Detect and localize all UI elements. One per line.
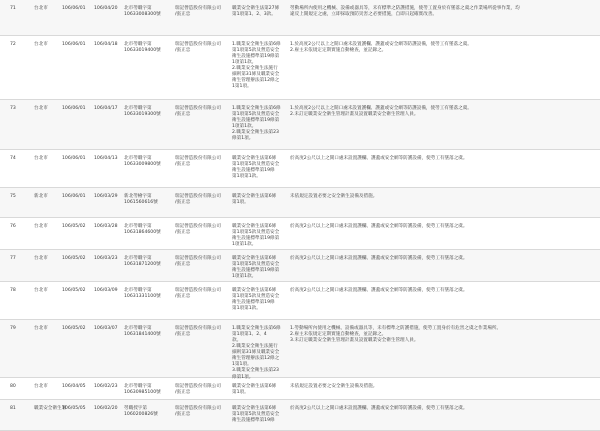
table-row — [0, 150, 600, 188]
company-name-line: /張正忠 — [175, 262, 191, 268]
company-name-line: 瑞記營造股份有限公司 — [175, 384, 221, 389]
violation-fact-line: 2.雇主未依規定定期實施自動檢查，並記錄之。 — [290, 48, 387, 54]
violated-law-line: 第1項第5款及營造安全 — [232, 262, 280, 268]
penalty-date-line: 106/03/29 — [94, 194, 118, 199]
row-number-line: 81 — [10, 406, 16, 411]
violated-law-line: 衛生設施標準第19條第 — [232, 268, 280, 274]
authority-area — [34, 100, 60, 112]
authority-area — [34, 218, 60, 230]
violated-law — [232, 0, 290, 18]
violated-law — [232, 282, 290, 312]
document-number — [124, 188, 172, 206]
authority-area-line: 台北市 — [34, 288, 48, 293]
company-name-line: /張正忠 — [175, 162, 191, 168]
document-number-line: 10630985100號 — [124, 390, 161, 396]
announce-date-line: 106/05/02 — [62, 288, 86, 293]
violated-law-line: 2.職業安全衛生法施行 — [232, 344, 278, 350]
row-number-line: 74 — [10, 156, 16, 161]
row-number-line: 79 — [10, 326, 16, 331]
penalty-date-line: 106/02/23 — [94, 384, 118, 389]
violation-fact — [290, 150, 594, 162]
penalty-date — [94, 150, 124, 162]
company-name — [175, 150, 232, 168]
announce-date — [62, 218, 92, 230]
violation-fact — [290, 282, 594, 294]
announce-date — [62, 250, 92, 262]
penalty-date-line: 106/03/23 — [94, 256, 118, 261]
violation-fact-line: 於高度2公尺以上之開口處未設置護欄、護蓋或安全網等防護設備，使勞工有墜落之虞。 — [290, 224, 468, 229]
document-number — [124, 400, 172, 418]
violation-fact-line: 於高度2公尺以上之開口處未設置護欄、護蓋或安全網等防護設備，使勞工有墜落之虞。 — [290, 256, 468, 261]
authority-area — [34, 150, 60, 162]
document-number-line: 1061560616號 — [124, 200, 158, 206]
document-number-line: 10633019300號 — [124, 112, 161, 118]
violation-fact — [290, 36, 594, 54]
document-number — [124, 150, 172, 168]
table-row — [0, 100, 600, 150]
company-name-line: 瑞記營造股份有限公司 — [175, 6, 221, 11]
company-name — [175, 100, 232, 118]
violated-law-line: 1.職業安全衛生法第6條 — [232, 106, 281, 111]
violation-fact — [290, 250, 594, 262]
violated-law-line: 職業安全衛生法第6條 — [232, 406, 277, 411]
authority-area — [34, 250, 60, 262]
authority-area-line: 台北市 — [34, 224, 48, 229]
row-number-line: 77 — [10, 256, 16, 261]
row-number — [10, 36, 28, 48]
announce-date-line: 106/06/01 — [62, 6, 86, 11]
penalty-date — [94, 0, 124, 12]
violated-law-line: 細則第31條及職業安全 — [232, 350, 280, 356]
violated-law-line: 1第1項。 — [232, 362, 252, 368]
violation-fact — [290, 320, 594, 344]
company-name-line: /張正忠 — [175, 390, 191, 396]
authority-area-line: 台北市 — [34, 256, 48, 261]
authority-area-line: 台北市 — [34, 384, 48, 389]
company-name-line: 瑞記營造股份有限公司 — [175, 42, 221, 47]
document-number-line: 10631864600號 — [124, 230, 161, 236]
announce-date-line: 106/06/01 — [62, 194, 86, 199]
penalty-date — [94, 320, 124, 332]
announce-date-line: 106/06/01 — [62, 156, 86, 161]
violation-fact-line: 2.未訂定職業安全衛生管理計畫及設置職業安全衛生管理人員。 — [290, 112, 419, 118]
violated-law-line: 第1項第5款及營造安全 — [232, 48, 280, 54]
announce-date — [62, 320, 92, 332]
announce-date — [62, 100, 92, 112]
violated-law-line: 職業安全衛生法第6條 — [232, 384, 277, 389]
company-name — [175, 282, 232, 300]
violation-fact — [290, 100, 594, 118]
violated-law-line: 第1項第5款及營造安全 — [232, 412, 280, 418]
violated-law — [232, 320, 290, 381]
violated-law — [232, 100, 290, 142]
violated-law-line: 1.職業安全衛生法第6條 — [232, 326, 281, 331]
violated-law-line: 第1項第5款及營造安全 — [232, 230, 280, 236]
row-number-line: 80 — [10, 384, 16, 389]
announce-date — [62, 0, 92, 12]
document-number-line: 北市勞職字第 — [124, 384, 152, 389]
company-name-line: 瑞記營造股份有限公司 — [175, 406, 221, 411]
document-number-line: 北市勞職字第 — [124, 224, 152, 229]
company-name — [175, 378, 232, 396]
violated-law — [232, 218, 290, 248]
violation-fact-line: 於高度2公尺以上之開口處未設置護欄、護蓋或安全網等防護設備，使勞工有墜落之虞。 — [290, 288, 468, 293]
violation-fact-line: 1.於高度2公尺以上之開口處未設置護欄、護蓋或安全網等防護設備，使勞工有墜落之虞。 — [290, 42, 472, 47]
penalty-date — [94, 282, 124, 294]
announce-date-line: 106/05/02 — [62, 224, 86, 229]
violation-fact-line: 3.未訂定職業安全衛生管理計畫及設置職業安全衛生管理人員。 — [290, 338, 419, 344]
violated-law-line: 第1項第5款及營造安全 — [232, 162, 280, 168]
authority-area — [34, 36, 60, 48]
document-number — [124, 250, 172, 268]
company-name-line: 瑞記營造股份有限公司 — [175, 224, 221, 229]
row-number — [10, 400, 28, 412]
violated-law-line: 第1項第1、2、3款。 — [232, 12, 276, 18]
violated-law-line: 第1項第1款。 — [232, 174, 261, 180]
row-number-line: 75 — [10, 194, 16, 199]
violation-fact — [290, 0, 594, 18]
row-number — [10, 150, 28, 162]
violated-law-line: 衛生設施標準第19條 — [232, 300, 275, 306]
penalty-date — [94, 188, 124, 200]
penalty-date — [94, 218, 124, 230]
document-number-line: 10633008300號 — [124, 12, 161, 18]
document-number-line: 北市勞職字第 — [124, 326, 152, 331]
violation-fact-line: 未依規定設置必要之安全衛生設備及措施。 — [290, 194, 378, 199]
company-name — [175, 188, 232, 206]
document-number — [124, 218, 172, 236]
table-row — [0, 400, 600, 431]
announce-date — [62, 378, 92, 390]
company-name — [175, 0, 232, 18]
announce-date — [62, 150, 92, 162]
violated-law-line: 1項第1款。 — [232, 274, 257, 280]
company-name-line: /張正忠 — [175, 230, 191, 236]
penalty-date-line: 106/04/18 — [94, 42, 118, 47]
violation-fact — [290, 378, 594, 390]
company-name-line: 瑞記營造股份有限公司 — [175, 256, 221, 261]
document-number-line: 新北勞檢字第 — [124, 194, 152, 199]
violated-law-line: 職業安全衛生法第6條 — [232, 224, 277, 229]
violated-law-line: 衛生設施標準第19條第 — [232, 54, 280, 60]
penalty-date — [94, 378, 124, 390]
violated-law-line: 第1項。 — [232, 200, 249, 206]
company-name-line: /張正忠 — [175, 48, 191, 54]
authority-area — [34, 188, 60, 200]
announce-date-line: 106/04/05 — [62, 384, 86, 389]
table-row — [0, 188, 600, 218]
violated-law-line: 衛生管理辦法第12條之 — [232, 78, 280, 84]
violated-law-line: 職業安全衛生法第6條 — [232, 194, 277, 199]
table-row — [0, 250, 600, 282]
document-number — [124, 378, 172, 396]
announce-date-line: 106/06/01 — [62, 106, 86, 111]
company-name — [175, 218, 232, 236]
penalty-date-line: 106/04/13 — [94, 156, 118, 161]
violated-law-line: 1項第1款。 — [232, 124, 257, 130]
violated-law-line: 職業安全衛生法第27條 — [232, 6, 280, 11]
announce-date — [62, 400, 92, 412]
document-number-line: 10631841400號 — [124, 332, 161, 338]
violated-law-line: 1第1項。 — [232, 84, 252, 90]
company-name-line: 瑞記營造股份有限公司 — [175, 194, 221, 199]
violation-fact — [290, 188, 594, 200]
document-number-line: 10631871200號 — [124, 262, 161, 268]
violated-law-line: 細則第31條及職業安全 — [232, 72, 280, 78]
penalty-date-line: 106/02/20 — [94, 406, 118, 411]
announce-date-line: 106/05/02 — [62, 256, 86, 261]
document-number — [124, 282, 172, 300]
violated-law-line: 條第1項。 — [232, 374, 254, 380]
violation-fact-line: 未依規定設置必要之安全衛生設備及措施。 — [290, 384, 378, 389]
row-number — [10, 100, 28, 112]
announce-date — [62, 188, 92, 200]
violated-law-line: 第1項第1、2、4 — [232, 332, 267, 338]
table-row — [0, 0, 600, 36]
violated-law-line: 條第1項。 — [232, 136, 254, 142]
document-number-line: 1060200826號 — [124, 412, 158, 418]
violation-fact-line: 於高度2公尺以上之開口處未設置護欄、護蓋或安全網等防護設備，使勞工有墜落之虞。 — [290, 406, 468, 411]
violation-fact — [290, 400, 594, 412]
violated-law-line: 職業安全衛生法第6條 — [232, 256, 277, 261]
penalty-date — [94, 100, 124, 112]
announce-date-line: 106/05/02 — [62, 326, 86, 331]
authority-area-line: 台北市 — [34, 326, 48, 331]
company-name-line: 瑞記營造股份有限公司 — [175, 326, 221, 331]
table-row — [0, 320, 600, 378]
company-name-line: /張正忠 — [175, 200, 191, 206]
violated-law-line: 1項第1款。 — [232, 242, 257, 248]
document-number-line: 10631331100號 — [124, 294, 161, 300]
penalty-date-line: 106/03/28 — [94, 224, 118, 229]
announce-date-line: 106/05/05 — [62, 406, 86, 411]
document-number-line: 北市勞職字第 — [124, 288, 152, 293]
violated-law — [232, 36, 290, 91]
violation-fact-line: 1.勞動場所內使用之機械、設備或器具等，未有標準之防護措施，使勞工置身於有危害之虞之作業場所。 — [290, 326, 502, 331]
document-number-line: 北市勞職字第 — [124, 156, 152, 161]
violated-law-line: 衛生設施標準第19條第 — [232, 236, 280, 242]
company-name-line: /張正忠 — [175, 412, 191, 418]
company-name-line: 瑞記營造股份有限公司 — [175, 156, 221, 161]
company-name-line: /張正忠 — [175, 112, 191, 118]
authority-area-line: 台北市 — [34, 42, 48, 47]
authority-area — [34, 0, 60, 12]
penalty-date — [94, 400, 124, 412]
row-number — [10, 320, 28, 332]
document-number-line: 10633019400號 — [124, 48, 161, 54]
row-number — [10, 282, 28, 294]
company-name-line: /張正忠 — [175, 332, 191, 338]
violation-fact-line: 違反上開規定之處，立即採取預防災害之必要措施，自即日起確實改善。 — [290, 12, 438, 18]
penalty-date — [94, 250, 124, 262]
document-number-line: 北市勞職字第 — [124, 256, 152, 261]
document-number — [124, 100, 172, 118]
violated-law-line: 3.職業安全衛生法第23 — [232, 368, 279, 374]
row-number-line: 71 — [10, 6, 16, 11]
violated-law-line: 第1項第5款及營造安全 — [232, 294, 280, 300]
announce-date-line: 106/06/01 — [62, 42, 86, 47]
announce-date — [62, 36, 92, 48]
violated-law-line: 2.職業安全衛生法施行 — [232, 66, 278, 72]
document-number-line: 北市勞職字第 — [124, 106, 152, 111]
violated-law — [232, 150, 290, 180]
authority-area-line: 台北市 — [34, 6, 48, 11]
violated-law — [232, 250, 290, 280]
company-name-line: /張正忠 — [175, 12, 191, 18]
violated-law-line: 衛生設施標準第19條 — [232, 418, 275, 424]
violated-law-line: 衛生管理辦法第12條之 — [232, 356, 280, 362]
company-name — [175, 400, 232, 418]
announce-date — [62, 282, 92, 294]
penalty-date-line: 106/04/17 — [94, 106, 118, 111]
document-number — [124, 0, 172, 18]
authority-area — [34, 320, 60, 332]
document-number-line: 勞職授字第 — [124, 406, 147, 411]
violation-fact — [290, 218, 594, 230]
authority-area-line: 台北市 — [34, 106, 48, 111]
document-number — [124, 320, 172, 338]
authority-area — [34, 282, 60, 294]
table-row — [0, 218, 600, 250]
violated-law-line: 第1項第5款及營造安全 — [232, 112, 280, 118]
document-number-line: 北市勞職字第 — [124, 42, 152, 47]
company-name-line: 瑞記營造股份有限公司 — [175, 106, 221, 111]
table-row — [0, 282, 600, 320]
row-number — [10, 218, 28, 230]
row-number — [10, 250, 28, 262]
violated-law — [232, 188, 290, 206]
document-number — [124, 36, 172, 54]
authority-area-line: 職業安全衛生署 — [34, 406, 67, 411]
violated-law-line: 2.職業安全衛生法第23 — [232, 130, 279, 136]
violated-law — [232, 400, 290, 424]
authority-area-line: 新北市 — [34, 194, 48, 199]
company-name-line: /張正忠 — [175, 294, 191, 300]
violated-law-line: 1項第1款。 — [232, 60, 257, 66]
table-row — [0, 36, 600, 100]
violated-law-line: 款。 — [232, 338, 242, 344]
violated-law-line: 第1項第1款。 — [232, 306, 261, 312]
authority-area-line: 台北市 — [34, 156, 48, 161]
company-name — [175, 36, 232, 54]
company-name — [175, 320, 232, 338]
violation-fact-line: 於高度2公尺以上之開口處未設置護欄、護蓋或安全網等防護設備，使勞工有墜落之虞。 — [290, 156, 468, 161]
company-name — [175, 250, 232, 268]
violated-law-line: 第1項。 — [232, 390, 249, 396]
violation-fact-line: 2.雇主未依規定定期實施自動檢查，並記錄之。 — [290, 332, 387, 338]
company-name-line: 瑞記營造股份有限公司 — [175, 288, 221, 293]
row-number — [10, 188, 28, 200]
row-number-line: 78 — [10, 288, 16, 293]
penalty-date — [94, 36, 124, 48]
penalty-date-line: 106/04/20 — [94, 6, 118, 11]
authority-area — [34, 378, 60, 390]
violated-law-line: 衛生設施標準第19條 — [232, 168, 275, 174]
row-number — [10, 0, 28, 12]
penalty-date-line: 106/03/09 — [94, 288, 118, 293]
violation-fact-line: 1.於高度2公尺以上之開口處未設置護欄、護蓋或安全網等防護設備，使勞工有墜落之虞。 — [290, 106, 472, 111]
document-number-line: 10633009800號 — [124, 162, 161, 168]
violation-fact-line: 勞動場所內使用之機械、設備或器具等，未有標準之防護措施，使勞工置身於有墜落之虞之作業場所從事作業，均 — [290, 6, 520, 11]
violated-law-line: 1.職業安全衛生法第6條 — [232, 42, 281, 47]
violated-law — [232, 378, 290, 396]
violated-law-line: 職業安全衛生法第6條 — [232, 288, 277, 293]
row-number-line: 72 — [10, 42, 16, 47]
row-number — [10, 378, 28, 390]
document-number-line: 北市勞職字第 — [124, 6, 152, 11]
violated-law-line: 衛生設施標準第19條第 — [232, 118, 280, 124]
penalty-date-line: 106/03/07 — [94, 326, 118, 331]
row-number-line: 76 — [10, 224, 16, 229]
table-row — [0, 378, 600, 400]
violated-law-line: 職業安全衛生法第6條 — [232, 156, 277, 161]
authority-area — [34, 400, 67, 412]
row-number-line: 73 — [10, 106, 16, 111]
